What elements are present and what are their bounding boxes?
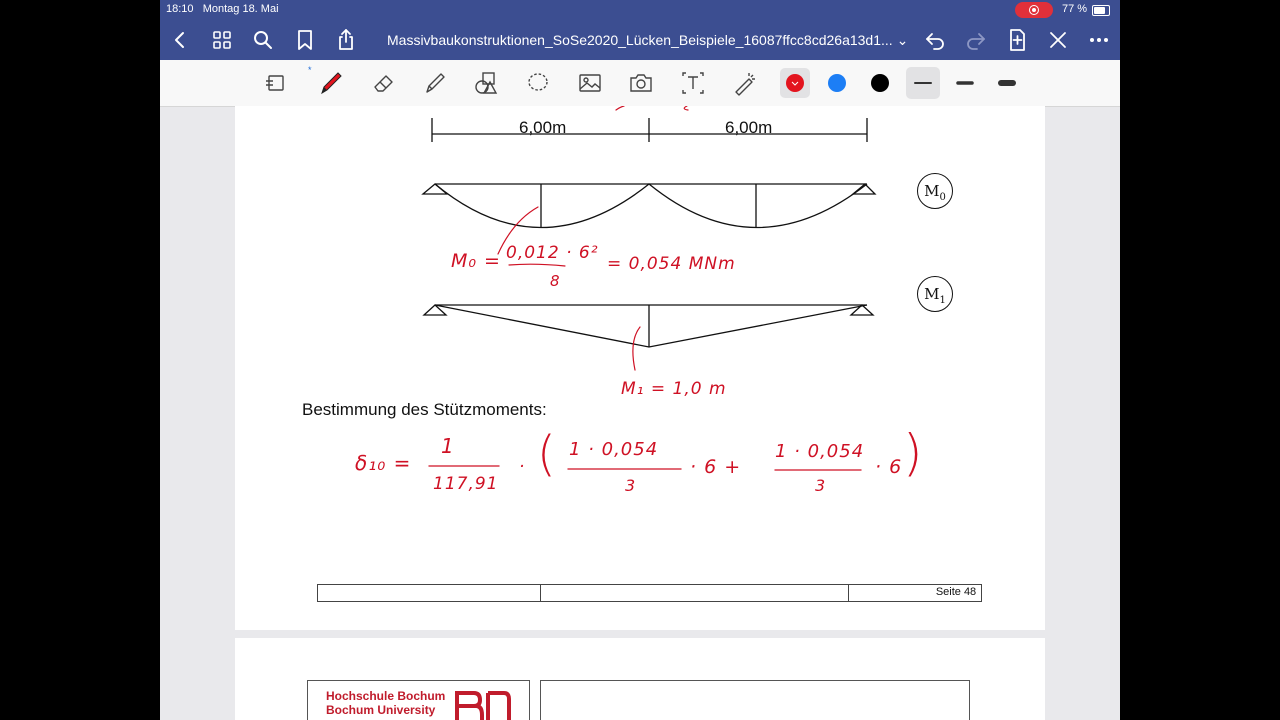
section-heading: Bestimmung des Stützmoments: xyxy=(302,400,547,419)
redo-icon xyxy=(962,26,990,54)
text-tool[interactable] xyxy=(678,68,708,98)
handwritten-delta-lhs: δ₁₀ = xyxy=(355,451,412,475)
camera-icon xyxy=(626,68,656,98)
more-button[interactable] xyxy=(1085,26,1113,54)
grid-icon xyxy=(208,26,236,54)
highlighter-tool[interactable] xyxy=(420,68,450,98)
handwritten-m0-denominator: 8 xyxy=(550,272,561,290)
handwritten-term1-denominator: 3 xyxy=(625,476,637,495)
more-icon xyxy=(1085,26,1113,54)
eraser-icon xyxy=(369,68,399,98)
camera-tool[interactable] xyxy=(626,68,656,98)
header-title-box xyxy=(540,680,970,720)
text-box-icon xyxy=(678,68,708,98)
annotation-toolbar xyxy=(160,60,1120,107)
handwritten-m0-lhs: M₀ = xyxy=(451,250,501,272)
handwritten-multiply-dot: · xyxy=(519,457,526,477)
laser-pointer-icon xyxy=(729,68,759,98)
bookmark-button[interactable] xyxy=(291,26,319,54)
share-icon xyxy=(332,26,360,54)
redo-button[interactable] xyxy=(962,26,990,54)
moment-diagram-m1-label: $M_1$ xyxy=(917,276,953,312)
back-button[interactable] xyxy=(166,26,194,54)
handwritten-paren-close: ) xyxy=(903,424,923,482)
page-number: Seite 48 xyxy=(935,586,977,598)
university-name xyxy=(326,689,445,717)
read-mode-icon xyxy=(261,68,291,98)
chevron-left-icon xyxy=(166,26,194,54)
pen-tool[interactable] xyxy=(316,68,346,98)
university-name-line2: Bochum University xyxy=(326,703,436,717)
handwritten-m0-result: = 0,054 MNm xyxy=(607,254,736,274)
handwritten-term1-numerator: 1 · 0,054 xyxy=(569,439,659,460)
color-red-swatch[interactable] xyxy=(780,68,810,98)
handwritten-delta-denominator: 117,91 xyxy=(433,474,499,494)
footer-cell-1 xyxy=(318,585,541,601)
thin-stroke-icon xyxy=(906,67,940,99)
laser-pointer-tool[interactable] xyxy=(729,68,759,98)
span-right-label: 6,00m xyxy=(725,118,773,137)
lasso-tool[interactable] xyxy=(523,68,553,98)
battery-percent: 77 % xyxy=(1062,3,1088,15)
screen-recording-icon[interactable] xyxy=(1015,2,1053,18)
bluetooth-icon: * xyxy=(308,65,312,75)
thick-stroke-icon xyxy=(992,68,1022,98)
next-document-page[interactable] xyxy=(235,638,1045,720)
read-mode-tool[interactable] xyxy=(261,68,291,98)
thumbnails-button[interactable] xyxy=(208,26,236,54)
stroke-thin-option[interactable] xyxy=(906,67,940,99)
university-logo-icon xyxy=(454,689,512,720)
status-bar xyxy=(160,0,1120,20)
add-page-button[interactable] xyxy=(1003,26,1031,54)
footer-cell-2 xyxy=(541,585,849,601)
undo-button[interactable] xyxy=(921,26,949,54)
search-button[interactable] xyxy=(249,26,277,54)
status-time-date xyxy=(166,3,279,15)
handwritten-term2-multiplier: · 6 xyxy=(875,456,903,478)
highlighter-icon xyxy=(420,68,450,98)
status-date: Montag 18. Mai xyxy=(202,3,279,15)
handwritten-term2-denominator: 3 xyxy=(815,476,827,495)
bookmark-icon xyxy=(291,26,319,54)
image-icon xyxy=(575,68,605,98)
color-black-swatch[interactable] xyxy=(871,74,889,92)
search-icon xyxy=(249,26,277,54)
handwritten-m0-numerator: 0,012 · 6² xyxy=(506,243,599,263)
stroke-thick-option[interactable] xyxy=(992,68,1022,98)
lasso-icon xyxy=(523,68,553,98)
selected-red-color-icon xyxy=(780,68,810,98)
handwritten-delta-numerator: 1 xyxy=(441,434,455,458)
handwritten-term2-numerator: 1 · 0,054 xyxy=(775,441,865,462)
shape-tool[interactable] xyxy=(471,68,501,98)
status-time: 18:10 xyxy=(166,3,194,15)
share-button[interactable] xyxy=(332,26,360,54)
color-blue-swatch[interactable] xyxy=(828,74,846,92)
document-title-text: Massivbaukonstruktionen_SoSe2020_Lücken_Beispiele_16087ffcc8cd26a13d1... xyxy=(387,32,893,48)
handwritten-paren-open: ( xyxy=(537,426,556,482)
image-tool[interactable] xyxy=(575,68,605,98)
document-title[interactable] xyxy=(387,32,908,49)
pencil-off-icon xyxy=(1044,26,1072,54)
title-chevron-down-icon: ⌄ xyxy=(896,32,909,48)
pen-icon xyxy=(316,68,346,98)
ipad-screen xyxy=(160,0,1120,720)
undo-icon xyxy=(921,26,949,54)
document-page[interactable] xyxy=(235,106,1045,630)
stroke-medium-option[interactable] xyxy=(950,68,980,98)
add-page-icon xyxy=(1003,26,1031,54)
span-left-label: 6,00m xyxy=(519,118,567,137)
handwritten-m1: M₁ = 1,0 m xyxy=(621,379,727,399)
university-name-line1: Hochschule Bochum xyxy=(326,689,446,703)
shapes-icon xyxy=(471,68,501,98)
close-edit-button[interactable] xyxy=(1044,26,1072,54)
handwritten-term1-multiplier: · 6 + xyxy=(690,456,742,478)
medium-stroke-icon xyxy=(950,68,980,98)
moment-diagram-m0-label: $M_0$ xyxy=(917,173,953,209)
header-logo-box xyxy=(307,680,530,720)
page-footer-table xyxy=(317,584,982,602)
battery-icon xyxy=(1092,5,1110,16)
navigation-bar xyxy=(160,20,1120,60)
eraser-tool[interactable] xyxy=(369,68,399,98)
